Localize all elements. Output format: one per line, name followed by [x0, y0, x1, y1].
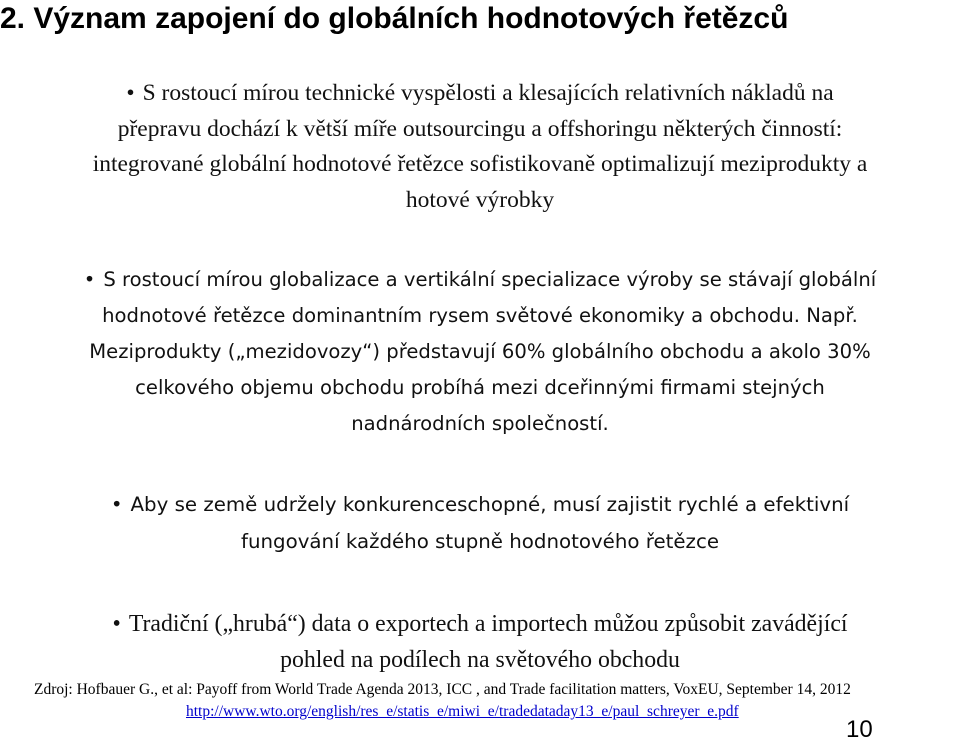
bullet-line: pohled na podílech na světového obchodu	[280, 647, 680, 673]
bullet-line	[0, 606, 960, 642]
bullet-line: hotové výrobky	[405, 186, 555, 213]
bullet-text: Aby se země udržely konkurenceschopné, musí zajistit rychlé a efektivní	[130, 493, 850, 516]
bullet-dot-icon: •	[83, 268, 96, 291]
slide-title: 2. Význam zapojení do globálních hodnotových řetězců	[0, 2, 789, 35]
bullet-line: Meziprodukty („mezidovozy“) představují 60% globálního obchodu a akolo 30%	[89, 340, 871, 363]
bullet-item-outsourcing	[0, 76, 960, 218]
bullet-line: nadnárodních společností.	[351, 412, 609, 435]
source-link[interactable]: http://www.wto.org/english/res_e/statis_e/miwi_e/tradedataday13_e/paul_schreyer_e.pdf	[186, 703, 739, 720]
bullet-dot-icon: •	[112, 611, 121, 637]
bullet-line: přepravu dochází k větší míře outsourcingu a offshoringu některých činností:	[117, 115, 843, 142]
bullet-item-globalization	[0, 262, 960, 442]
page-number: 10	[846, 716, 873, 743]
bullet-item-trade-data	[0, 606, 960, 678]
bullet-text: S rostoucí mírou globalizace a vertikální specializace výroby se stávají globální	[103, 268, 877, 291]
bullet-item-competitiveness	[0, 486, 960, 560]
bullet-line	[0, 262, 960, 298]
bullet-line	[0, 76, 960, 112]
bullet-text: Tradiční („hrubá“) data o exportech a importech můžou způsobit zavádějící	[128, 611, 848, 637]
bullet-line: integrované globální hodnotové řetězce sofistikovaně optimalizují meziprodukty a	[92, 151, 868, 177]
bullet-dot-icon: •	[126, 80, 135, 106]
bullet-line: hodnotové řetězce dominantním rysem světové ekonomiky a obchodu. Např.	[102, 304, 858, 327]
source-citation: Zdroj: Hofbauer G., et al: Payoff from World Trade Agenda 2013, ICC , and Trade facilitation matters, VoxEU, September 14, 2012	[34, 681, 851, 698]
bullet-line	[0, 486, 960, 523]
bullet-line: fungování každého stupně hodnotového řetězce	[241, 530, 719, 553]
bullet-dot-icon: •	[110, 493, 123, 516]
bullet-text: S rostoucí mírou technické vyspělosti a klesajících relativních nákladů na	[142, 80, 834, 106]
bullet-line: celkového objemu obchodu probíhá mezi dceřinnými firmami stejných	[135, 376, 825, 399]
